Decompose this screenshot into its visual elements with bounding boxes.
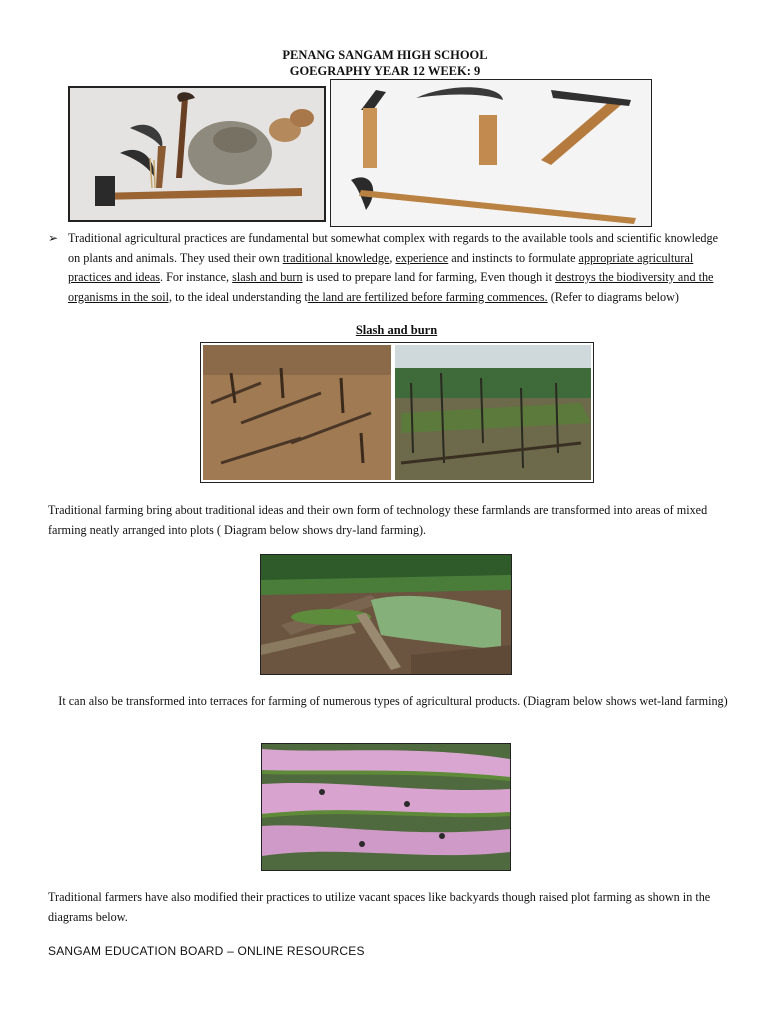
dry-land-farming-photo <box>260 554 512 675</box>
traditional-tools-photo-1 <box>68 86 326 222</box>
dry-land-farming-paragraph: Traditional farming bring about traditional ideas and their own form of technology these farmlands are transformed into areas of mixed farming neatly arranged into plots ( Diagram below shows dry-land farming). <box>48 503 708 537</box>
raised-plot-farming-paragraph: Traditional farmers have also modified their practices to utilize vacant spaces like backyards though raised plot farming as shown in the diagrams below. <box>48 890 711 924</box>
bullet-marker: ➢ <box>48 231 59 245</box>
traditional-practices-paragraph: Traditional agricultural practices are fundamental but somewhat complex with regards to the available tools and scientific knowledge on plants and animals. They used their own traditional knowledge, experience and instincts to formulate appropriate agricultural practices and ideas. For instance, slash and burn is used to prepare land for farming, Even though it destroys the biodiversity and the organisms in the soil, to the ideal understanding the land are fertilized before farming commences. (Refer to diagrams below) <box>68 231 719 304</box>
school-title: PENANG SANGAM HIGH SCHOOL <box>282 48 488 62</box>
slash-and-burn-photo <box>200 342 594 483</box>
wet-land-farming-paragraph: It can also be transformed into terraces for farming of numerous types of agricultural products. (Diagram below shows wet-land farming) <box>58 694 728 708</box>
page-footer: SANGAM EDUCATION BOARD – ONLINE RESOURCES <box>48 944 365 958</box>
wet-land-farming-photo <box>261 743 511 871</box>
traditional-tools-photo-2 <box>330 79 652 227</box>
subject-week-title: GOEGRAPHY YEAR 12 WEEK: 9 <box>289 64 481 78</box>
slash-and-burn-heading: Slash and burn <box>355 323 438 337</box>
